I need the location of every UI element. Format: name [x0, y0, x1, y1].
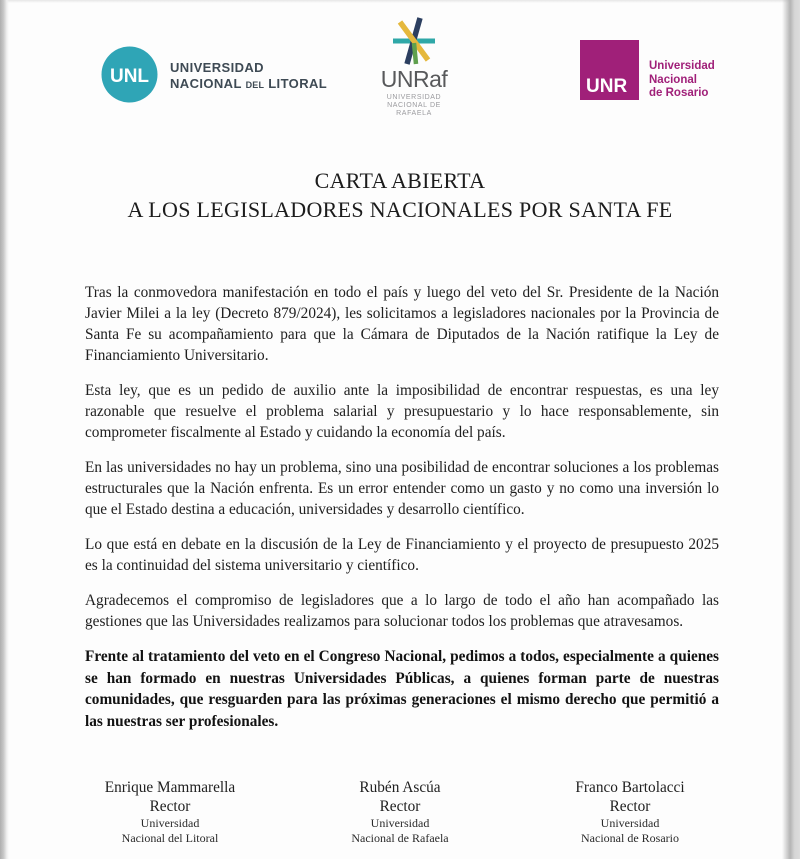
signer-org-line1: Universidad — [370, 816, 430, 830]
unr-wordmark: Universidad Nacional de Rosario — [649, 60, 715, 99]
unraf-logo — [368, 16, 460, 118]
signature-unr — [520, 778, 740, 846]
paragraph-5: Agradecemos el compromiso de legisladores que a lo largo de todo el año han acompañado las gestiones que las Universidades realizamos para solucionar todos los problemas que atravesamos. — [85, 592, 719, 630]
signer-org-line2: Nacional de Rafaela — [351, 831, 449, 845]
paragraph-2: Esta ley, que es un pedido de auxilio ante la imposibilidad de encontrar respuestas, es una ley razonable que resuelve el problema salarial y presupuestario y lo hace responsablemente, sin comprometer fiscalmente al Estado y cuidando la economía del país. — [85, 382, 719, 441]
signer-name: Franco Bartolacci — [575, 779, 685, 796]
signer-role: Rector — [149, 798, 191, 815]
letter-title — [0, 166, 800, 224]
paragraph-3: En las universidades no hay un problema, sino una posibilidad de encontrar soluciones a los problemas estructurales que la Nación enfrenta. Es un error entender como un gasto y no como una inversión lo que el Estado destina a educación, universidades y desarrollo científico. — [85, 459, 719, 518]
signature-unl — [60, 778, 280, 846]
svg-text:UNR: UNR — [586, 76, 628, 97]
page-edge-left — [0, 0, 9, 859]
signature-unraf — [290, 778, 510, 846]
unl-logo-icon — [101, 46, 158, 103]
signer-org-line1: Universidad — [600, 816, 660, 830]
title-line1: CARTA ABIERTA — [314, 168, 486, 193]
signer-role: Rector — [609, 798, 651, 815]
unl-del-small: DEL — [245, 79, 265, 90]
paragraph-bold-appeal: Frente al tratamiento del veto en el Congreso Nacional, pedimos a todos, especialmente a quienes se han formado en nuestras Universidades Públicas, a quienes forman parte de nuestras comunidades, que resguarden para las próximas generaciones el mismo derecho que permitió a las nuestras ser profesionales. — [85, 648, 719, 730]
signer-role: Rector — [379, 798, 421, 815]
unraf-wordmark: UNRaf — [380, 66, 448, 92]
unraf-subtext: UNIVERSIDAD NACIONAL DE RAFAELA — [386, 94, 442, 117]
page-edge-right — [782, 0, 800, 859]
unl-wordmark — [170, 60, 327, 93]
title-line2: A LOS LEGISLADORES NACIONALES POR SANTA FE — [127, 197, 673, 222]
signature-block — [60, 778, 740, 846]
signer-org-line2: Nacional del Litoral — [121, 831, 219, 845]
unl-wordmark-line1: UNIVERSIDAD — [170, 60, 264, 75]
paragraph-4: Lo que está en debate en la discusión de la Ley de Financiamiento y el proyecto de presupuesto 2025 es la continuidad del sistema universitario y científico. — [85, 536, 719, 574]
signer-name: Enrique Mammarella — [104, 779, 236, 796]
unr-logo-icon — [580, 40, 639, 100]
unl-wordmark-line2: NACIONAL DEL LITORAL — [170, 75, 328, 91]
header-logos — [0, 0, 800, 130]
svg-text:UNL: UNL — [109, 66, 150, 87]
unraf-star-icon — [391, 16, 437, 66]
paragraph-1: Tras la conmovedora manifestación en todo el país y luego del veto del Sr. Presidente de la Nación Javier Milei a la ley (Decreto 879/2024), les solicitamos a legisladores nacionales por la Provincia de Santa Fe su acompañamiento para que la Cámara de Diputados de la Nación ratifique la Ley de Financiamiento Universitario. — [85, 284, 719, 364]
signer-org-line2: Nacional de Rosario — [581, 831, 679, 845]
signer-org-line1: Universidad — [140, 816, 200, 830]
signer-name: Rubén Ascúa — [359, 779, 441, 796]
letter-body — [85, 282, 719, 732]
